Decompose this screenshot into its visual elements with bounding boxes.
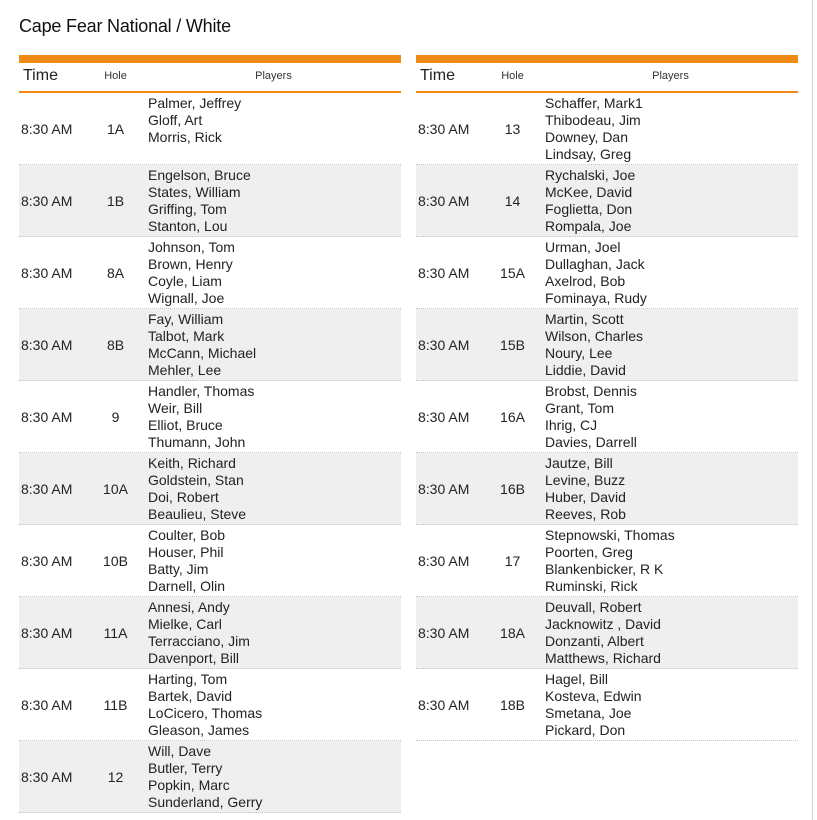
- player-name: Morris, Rick: [148, 129, 222, 145]
- hole-number: 18A: [500, 625, 525, 641]
- table-row: [416, 165, 798, 237]
- player-name: Levine, Buzz: [545, 472, 626, 488]
- player-name: Engelson, Bruce: [148, 167, 251, 183]
- player-name: Pickard, Don: [545, 722, 626, 738]
- player-name: Foglietta, Don: [545, 201, 633, 217]
- player-name: Sunderland, Gerry: [148, 794, 263, 810]
- table-accent-bar: [416, 55, 798, 63]
- player-list: [545, 527, 795, 595]
- player-list: [148, 527, 398, 595]
- player-list: [545, 455, 795, 523]
- player-name: Doi, Robert: [148, 489, 219, 505]
- player-name: Stanton, Lou: [148, 218, 228, 234]
- player-name: Donzanti, Albert: [545, 633, 644, 649]
- player-name: Jautze, Bill: [545, 455, 613, 471]
- tee-time: 8:30 AM: [21, 697, 73, 713]
- player-name: Stepnowski, Thomas: [545, 527, 675, 543]
- player-list: [545, 383, 795, 451]
- hole-number: 16B: [500, 481, 525, 497]
- player-name: Wignall, Joe: [148, 290, 225, 306]
- hole-number: 1A: [106, 121, 125, 137]
- player-name: McCann, Michael: [148, 345, 257, 361]
- player-name: Coyle, Liam: [148, 273, 222, 289]
- tee-time: 8:30 AM: [418, 625, 470, 641]
- player-list: [545, 95, 795, 163]
- tee-time: 8:30 AM: [21, 769, 73, 785]
- tee-time: 8:30 AM: [21, 553, 73, 569]
- table-row: [19, 309, 401, 381]
- player-name: Rychalski, Joe: [545, 167, 636, 183]
- tee-time: 8:30 AM: [418, 481, 470, 497]
- page-edge: [812, 0, 813, 820]
- player-name: Gleason, James: [148, 722, 250, 738]
- tee-time: 8:30 AM: [21, 625, 73, 641]
- hole-number: 8B: [106, 337, 125, 353]
- player-list: [148, 167, 398, 235]
- table-row: [19, 597, 401, 669]
- player-name: Will, Dave: [148, 743, 212, 759]
- player-name: Downey, Dan: [545, 129, 629, 145]
- hole-number: 1B: [106, 193, 125, 209]
- tee-times-table-right: [416, 55, 798, 741]
- header-players: Players: [652, 70, 689, 82]
- table-row: [416, 453, 798, 525]
- tee-time: 8:30 AM: [418, 553, 470, 569]
- player-list: [148, 599, 398, 667]
- table-row: [19, 453, 401, 525]
- header-time: Time: [420, 67, 455, 84]
- tee-time: 8:30 AM: [418, 265, 470, 281]
- table-row: [19, 93, 401, 165]
- player-name: Lindsay, Greg: [545, 146, 632, 162]
- player-name: Dullaghan, Jack: [545, 256, 645, 272]
- player-name: Mehler, Lee: [148, 362, 222, 378]
- table-row: [19, 381, 401, 453]
- hole-number: 11B: [103, 697, 128, 713]
- player-list: [148, 95, 398, 149]
- table-row: [19, 237, 401, 309]
- player-list: [148, 671, 398, 739]
- header-players: Players: [255, 70, 292, 82]
- hole-number: 9: [111, 409, 120, 425]
- player-name: Gloff, Art: [148, 112, 203, 128]
- tee-times-table-left: [19, 55, 401, 813]
- player-name: Terracciano, Jim: [148, 633, 250, 649]
- player-name: Huber, David: [545, 489, 626, 505]
- tee-time: 8:30 AM: [21, 265, 73, 281]
- player-list: [545, 239, 795, 307]
- player-name: Mielke, Carl: [148, 616, 222, 632]
- player-name: Batty, Jim: [148, 561, 209, 577]
- player-list: [545, 167, 795, 235]
- hole-number: 18B: [500, 697, 525, 713]
- player-name: Davenport, Bill: [148, 650, 240, 666]
- table-row: [19, 165, 401, 237]
- tee-time: 8:30 AM: [418, 121, 470, 137]
- player-name: Blankenbicker, R K: [545, 561, 664, 577]
- table-row: [19, 669, 401, 741]
- hole-number: 17: [504, 553, 521, 569]
- table-row: [416, 309, 798, 381]
- table-row: [416, 381, 798, 453]
- tee-time: 8:30 AM: [21, 121, 73, 137]
- player-name: Grant, Tom: [545, 400, 614, 416]
- player-name: Coulter, Bob: [148, 527, 226, 543]
- page-title: Cape Fear National / White: [19, 16, 231, 36]
- player-name: Handler, Thomas: [148, 383, 255, 399]
- player-name: Axelrod, Bob: [545, 273, 626, 289]
- hole-number: 12: [107, 769, 124, 785]
- player-name: Deuvall, Robert: [545, 599, 642, 615]
- table-header: [416, 63, 798, 93]
- player-name: Palmer, Jeffrey: [148, 95, 242, 111]
- player-list: [545, 599, 795, 667]
- tee-time: 8:30 AM: [418, 697, 470, 713]
- table-row: [416, 525, 798, 597]
- player-name: Goldstein, Stan: [148, 472, 244, 488]
- player-name: Noury, Lee: [545, 345, 613, 361]
- tee-time: 8:30 AM: [418, 337, 470, 353]
- tee-time: 8:30 AM: [21, 337, 73, 353]
- player-name: Ihrig, CJ: [545, 417, 598, 433]
- table-row: [19, 525, 401, 597]
- table-row: [19, 741, 401, 813]
- player-name: Ruminski, Rick: [545, 578, 638, 594]
- player-list: [148, 311, 398, 379]
- table-row: [416, 93, 798, 165]
- player-name: Fay, William: [148, 311, 224, 327]
- player-name: Rompala, Joe: [545, 218, 632, 234]
- player-name: Martin, Scott: [545, 311, 624, 327]
- player-name: Brobst, Dennis: [545, 383, 637, 399]
- player-name: Smetana, Joe: [545, 705, 632, 721]
- hole-number: 16A: [500, 409, 525, 425]
- player-name: Thibodeau, Jim: [545, 112, 641, 128]
- hole-number: 13: [504, 121, 521, 137]
- player-name: Fominaya, Rudy: [545, 290, 647, 306]
- player-name: McKee, David: [545, 184, 633, 200]
- player-name: Talbot, Mark: [148, 328, 225, 344]
- player-name: Brown, Henry: [148, 256, 233, 272]
- player-name: Bartek, David: [148, 688, 233, 704]
- player-name: Reeves, Rob: [545, 506, 626, 522]
- player-name: Kosteva, Edwin: [545, 688, 642, 704]
- header-hole: Hole: [501, 70, 524, 82]
- player-list: [148, 743, 398, 811]
- header-time: Time: [23, 67, 58, 84]
- player-name: Liddie, David: [545, 362, 626, 378]
- player-list: [545, 311, 795, 379]
- hole-number: 14: [504, 193, 521, 209]
- header-hole: Hole: [104, 70, 127, 82]
- player-name: Griffing, Tom: [148, 201, 227, 217]
- hole-number: 15B: [500, 337, 525, 353]
- hole-number: 15A: [500, 265, 525, 281]
- tee-time: 8:30 AM: [418, 193, 470, 209]
- player-name: Houser, Phil: [148, 544, 224, 560]
- player-name: Jacknowitz , David: [545, 616, 661, 632]
- player-name: LoCicero, Thomas: [148, 705, 263, 721]
- hole-number: 10B: [103, 553, 128, 569]
- player-list: [545, 671, 795, 739]
- table-accent-bar: [19, 55, 401, 63]
- tee-time: 8:30 AM: [418, 409, 470, 425]
- player-name: Wilson, Charles: [545, 328, 644, 344]
- tee-time: 8:30 AM: [21, 193, 73, 209]
- player-name: Matthews, Richard: [545, 650, 661, 666]
- player-name: Schaffer, Mark1: [545, 95, 643, 111]
- player-name: Beaulieu, Steve: [148, 506, 247, 522]
- table-row: [416, 237, 798, 309]
- table-body: [19, 93, 401, 813]
- hole-number: 11A: [103, 625, 128, 641]
- player-name: Thumann, John: [148, 434, 246, 450]
- tee-time: 8:30 AM: [21, 481, 73, 497]
- table-row: [416, 597, 798, 669]
- player-name: Hagel, Bill: [545, 671, 609, 687]
- player-name: Urman, Joel: [545, 239, 621, 255]
- player-name: Annesi, Andy: [148, 599, 230, 615]
- player-name: Davies, Darrell: [545, 434, 637, 450]
- player-list: [148, 383, 398, 451]
- player-name: Butler, Terry: [148, 760, 223, 776]
- hole-number: 10A: [103, 481, 128, 497]
- player-name: Poorten, Greg: [545, 544, 633, 560]
- player-name: Weir, Bill: [148, 400, 203, 416]
- player-name: Harting, Tom: [148, 671, 228, 687]
- player-name: Popkin, Marc: [148, 777, 230, 793]
- player-list: [148, 455, 398, 523]
- player-name: States, William: [148, 184, 241, 200]
- player-name: Darnell, Olin: [148, 578, 226, 594]
- table-header: [19, 63, 401, 93]
- table-row: [416, 669, 798, 741]
- player-name: Johnson, Tom: [148, 239, 235, 255]
- player-name: Elliot, Bruce: [148, 417, 223, 433]
- player-list: [148, 239, 398, 307]
- table-body: [416, 93, 798, 741]
- hole-number: 8A: [106, 265, 125, 281]
- player-name: Keith, Richard: [148, 455, 236, 471]
- tee-time: 8:30 AM: [21, 409, 73, 425]
